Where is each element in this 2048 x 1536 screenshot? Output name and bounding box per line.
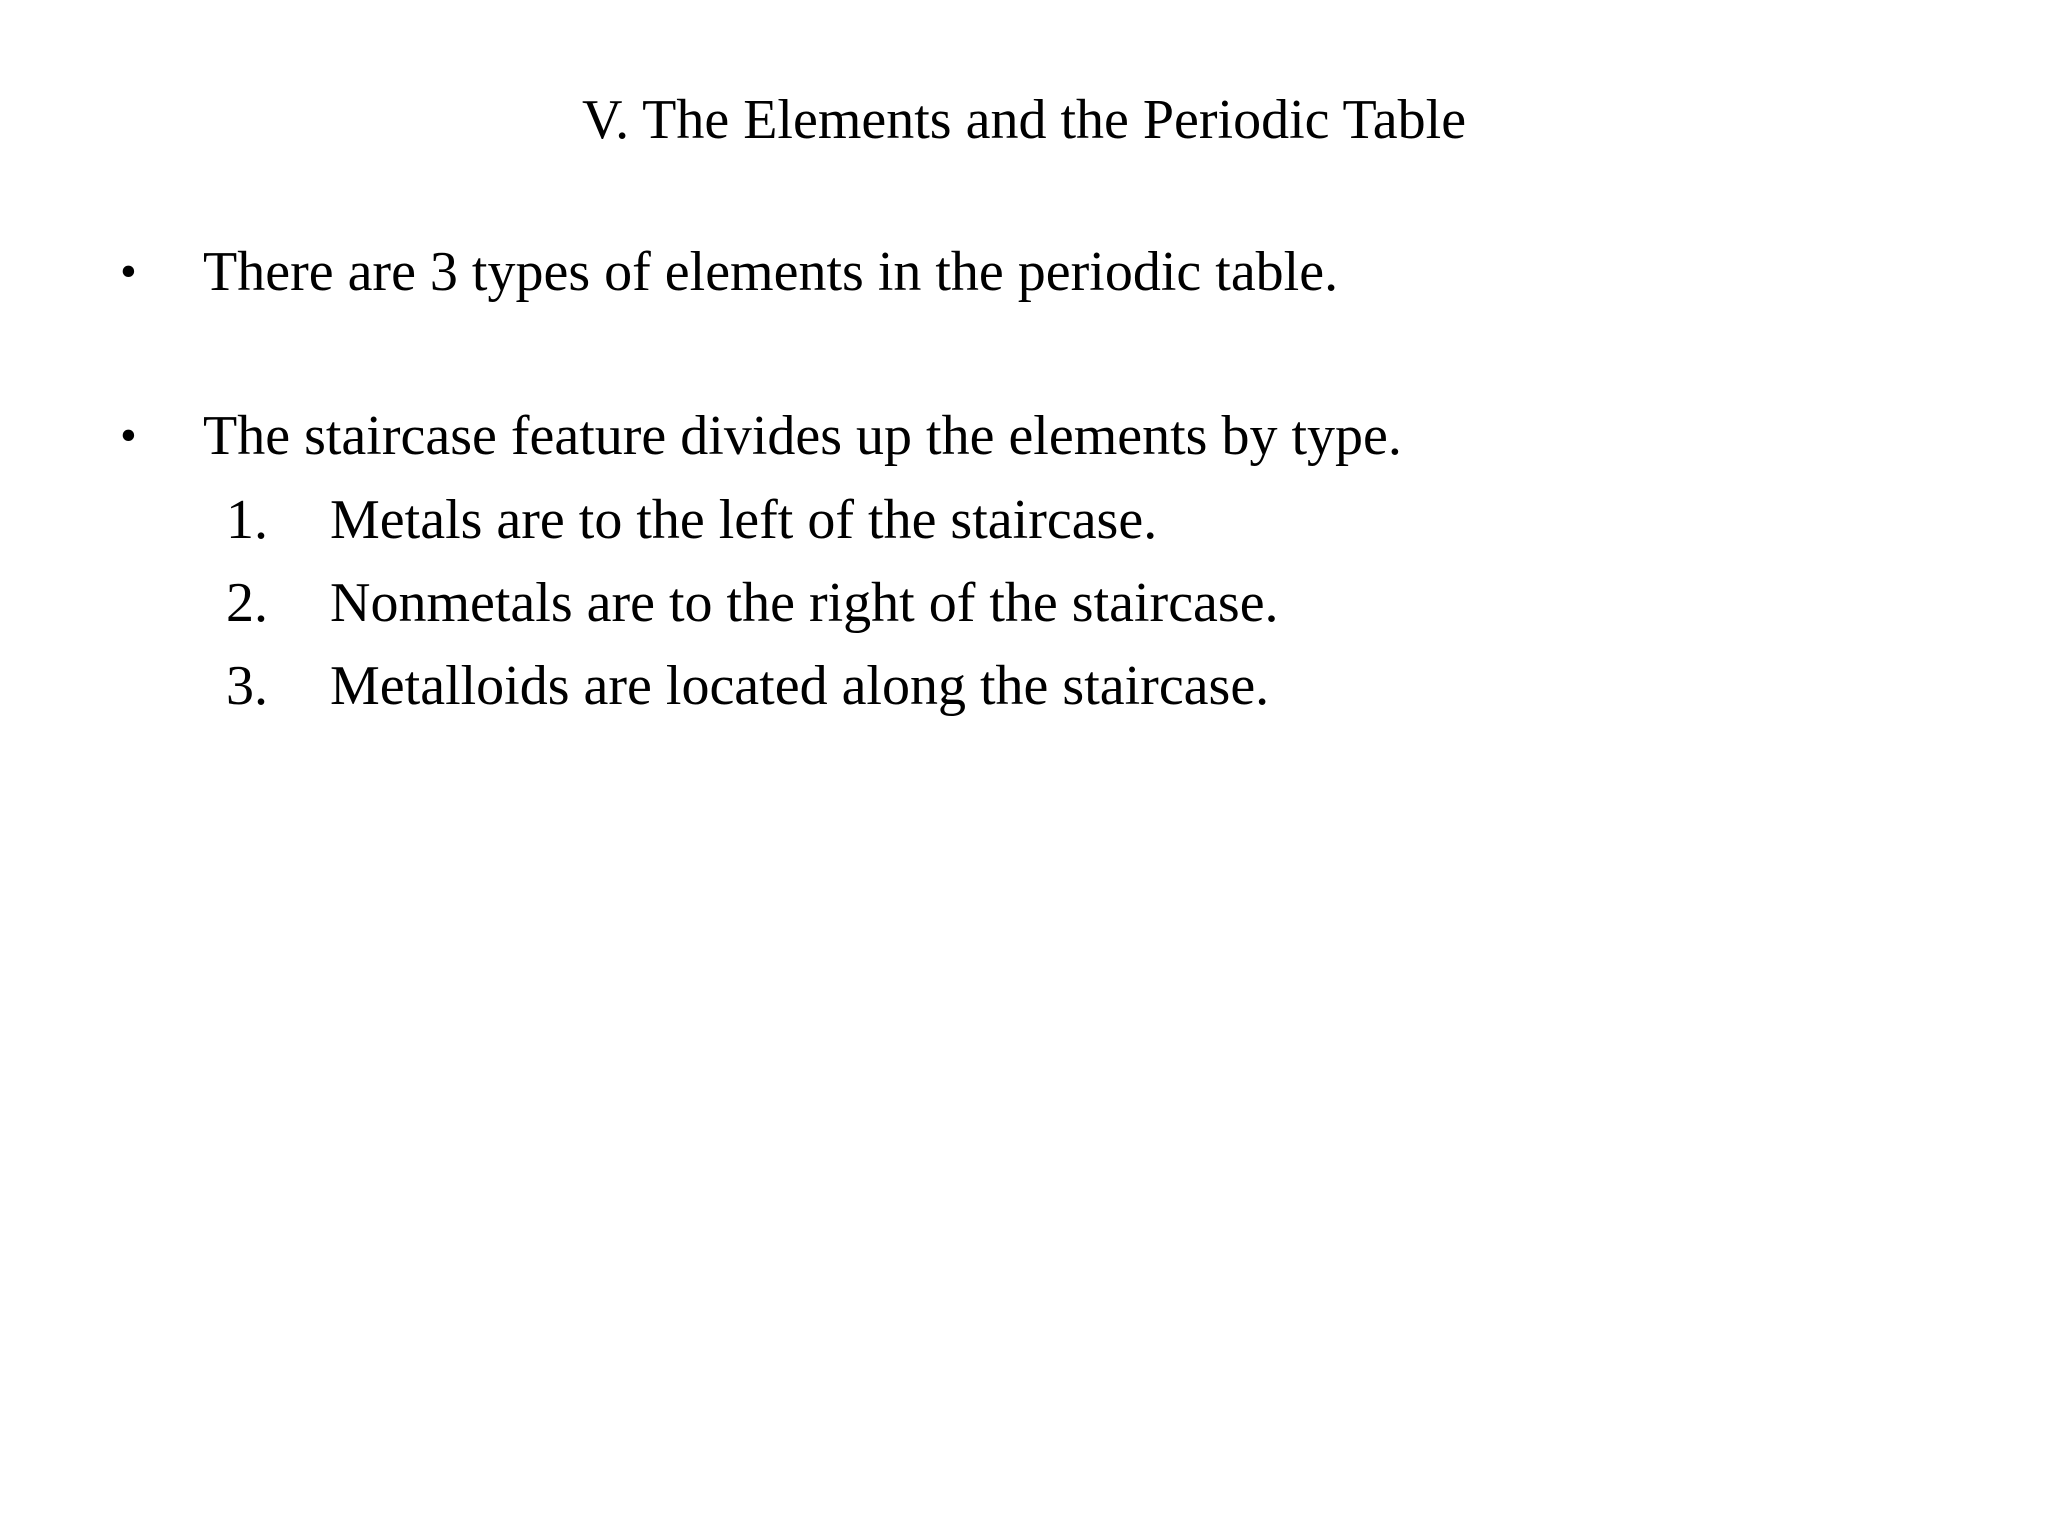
bullet-marker: • bbox=[120, 245, 137, 298]
bullet-marker: • bbox=[120, 409, 137, 462]
slide-title: V. The Elements and the Periodic Table bbox=[581, 89, 1467, 151]
numbered-subitem bbox=[0, 484, 2048, 556]
numbered-subitem bbox=[0, 650, 2048, 722]
subitem-number: 2. bbox=[226, 572, 268, 634]
subitem-text: Nonmetals are to the right of the staircase. bbox=[330, 572, 1279, 634]
bullet-item bbox=[0, 236, 2048, 308]
bullet-item bbox=[0, 400, 2048, 472]
subitem-number: 3. bbox=[226, 655, 268, 717]
subitem-text: Metals are to the left of the staircase. bbox=[330, 489, 1158, 551]
bullet-text: The staircase feature divides up the elements by type. bbox=[203, 405, 1402, 467]
subitem-text: Metalloids are located along the staircase. bbox=[330, 655, 1270, 717]
numbered-subitem bbox=[0, 567, 2048, 639]
subitem-number: 1. bbox=[226, 489, 268, 551]
bullet-text: There are 3 types of elements in the periodic table. bbox=[203, 241, 1339, 303]
